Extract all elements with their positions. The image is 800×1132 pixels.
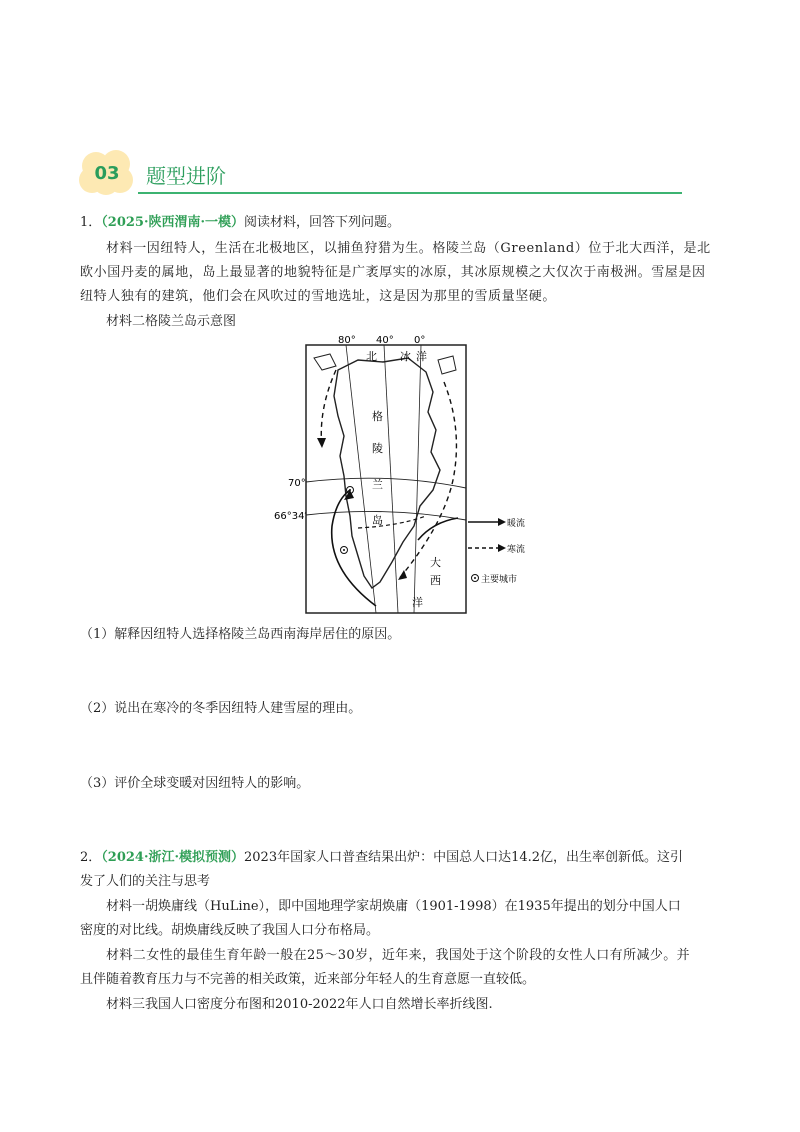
legend-city-label: 主要城市 <box>481 575 518 585</box>
material-1-line: 材料一胡焕庸线（HuLine），即中国地理学家胡焕庸（1901-1998）在1935年提出的划分中国人口 <box>106 899 681 914</box>
question-text: 2023年国家人口普查结果出炉：中国总人口达14.2亿，出生率创新低。这引 <box>244 850 684 865</box>
label-lon-80: 80° <box>338 335 356 346</box>
sub-question-3: （3）评价全球变暖对因纽特人的影响。 <box>80 776 310 791</box>
question-2-text: 发了人们的关注与思考 <box>80 874 211 889</box>
question-1-heading <box>80 214 400 232</box>
label-lon-40: 40° <box>376 335 394 346</box>
material-1-line: 材料一因纽特人，生活在北极地区，以捕鱼狩猎为生。格陵兰岛（Greenland）位于北大西洋，是北 <box>106 241 711 256</box>
material-1-line: 欧小国丹麦的属地，岛上最显著的地貌特征是广袤厚实的冰原，其冰原规模之大仅次于南极洲。雪屋是因 <box>80 265 706 280</box>
question-number: 1． <box>80 215 102 230</box>
label-island-2: 陵 <box>372 442 383 455</box>
label-lat-70: 70° <box>288 478 306 489</box>
label-ice: 冰 <box>400 350 411 363</box>
sub-question-2: （2）说出在寒冷的冬季因纽特人建雪屋的理由。 <box>80 701 362 716</box>
section-title: 题型进阶 <box>146 164 226 188</box>
label-lon-0: 0° <box>414 335 426 346</box>
label-atlantic-2: 西 <box>430 574 441 587</box>
material-2-line: 且伴随着教育压力与不完善的相关政策，近来部分年轻人的生育意愿一直较低。 <box>80 972 536 987</box>
legend-warm-label: 暖流 <box>507 519 526 529</box>
label-lat-66: 66°34′ <box>274 511 307 522</box>
question-source: （2024·浙江·模拟预测） <box>101 850 245 865</box>
material-2-caption: 材料二格陵兰岛示意图 <box>106 314 237 329</box>
label-island-3: 兰 <box>372 478 383 491</box>
material-3-line: 材料三我国人口密度分布图和2010-2022年人口自然增长率折线图. <box>106 997 493 1012</box>
greenland-map <box>258 330 528 615</box>
material-1-line: 纽特人独有的建筑，他们会在风吹过的雪地选址，这是因为那里的雪质量坚硬。 <box>80 289 557 304</box>
section-number: 03 <box>94 163 120 184</box>
label-north: 北 <box>366 350 377 363</box>
label-island-4: 岛 <box>372 514 383 527</box>
section-divider <box>138 192 682 194</box>
label-atlantic-3: 洋 <box>412 596 423 609</box>
question-prompt: 阅读材料，回答下列问题。 <box>244 215 401 230</box>
material-2-line: 材料二女性的最佳生育年龄一般在25～30岁，近年来，我国处于这个阶段的女性人口有所减少。并 <box>106 948 691 963</box>
legend-cold-label: 寒流 <box>507 545 526 555</box>
question-source: （2025·陕西渭南·一模） <box>101 215 245 230</box>
material-1-line: 密度的对比线。胡焕庸线反映了我国人口分布格局。 <box>80 923 380 938</box>
question-2-heading <box>80 849 683 867</box>
question-number: 2． <box>80 850 102 865</box>
label-island-1: 格 <box>372 410 383 423</box>
label-ocean-tail: 洋 <box>416 350 427 363</box>
label-atlantic-1: 大 <box>430 556 441 569</box>
sub-question-1: （1）解释因纽特人选择格陵兰岛西南海岸居住的原因。 <box>80 627 401 642</box>
section-header <box>78 150 684 196</box>
